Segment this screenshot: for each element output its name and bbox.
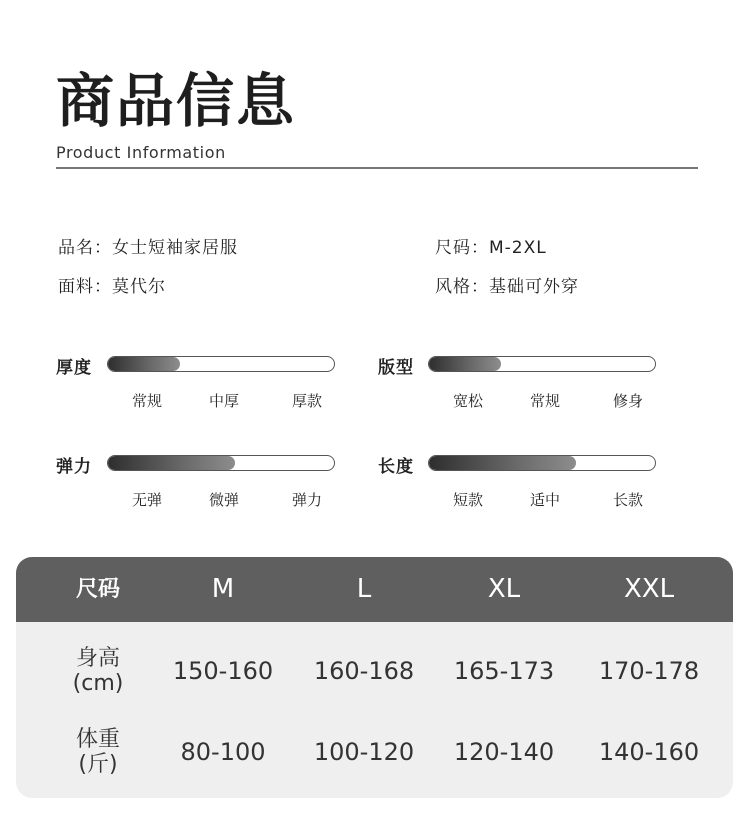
scale-tick: 无弹 — [131, 491, 163, 509]
table-cell: 170-178 — [598, 657, 700, 685]
scale-label-length: 长度 — [378, 457, 414, 477]
row-label-unit: (cm) — [72, 671, 124, 696]
info-product-name: 品名：女士短袖家居服 — [58, 238, 238, 258]
scale-tick: 常规 — [131, 392, 163, 410]
info-size: 尺码：M-2XL — [435, 238, 547, 258]
scale-bar-thickness — [107, 356, 335, 372]
table-cell: 140-160 — [598, 738, 700, 766]
header-cell-xxl: XXL — [623, 574, 675, 604]
row-label-line: 体重 — [75, 727, 121, 752]
scale-bar-fit — [428, 356, 656, 372]
table-cell: 160-168 — [313, 657, 415, 685]
scale-tick: 短款 — [452, 491, 484, 509]
scale-tick: 中厚 — [208, 392, 240, 410]
row-label-height — [73, 646, 124, 696]
row-label-weight — [76, 727, 120, 777]
page-title: 商品信息 — [56, 67, 297, 135]
size-table-header — [16, 557, 733, 622]
table-cell: 120-140 — [453, 738, 555, 766]
header-cell-l: L — [356, 574, 372, 604]
table-cell: 100-120 — [313, 738, 415, 766]
header-cell-size-label: 尺码 — [75, 577, 121, 602]
title-divider — [56, 167, 698, 169]
header-cell-m: M — [211, 574, 235, 604]
info-style: 风格：基础可外穿 — [435, 277, 579, 297]
scale-fill-thickness — [108, 357, 180, 371]
table-cell: 165-173 — [453, 657, 555, 685]
page-subtitle: Product Information — [56, 143, 226, 162]
scale-label-fit: 版型 — [378, 358, 414, 378]
scale-tick: 常规 — [529, 392, 561, 410]
scale-fill-elasticity — [108, 456, 235, 470]
scale-fill-length — [429, 456, 576, 470]
scale-tick: 厚款 — [291, 392, 323, 410]
row-label-unit: (斤) — [78, 752, 118, 777]
scale-tick: 长款 — [612, 491, 644, 509]
scale-tick: 修身 — [612, 392, 644, 410]
header-cell-xl: XL — [487, 574, 521, 604]
scale-bar-length — [428, 455, 656, 471]
table-cell: 150-160 — [172, 657, 274, 685]
scale-label-thickness: 厚度 — [56, 358, 92, 378]
scale-label-elasticity: 弹力 — [56, 457, 92, 477]
scale-tick: 适中 — [529, 491, 561, 509]
scale-tick: 弹力 — [291, 491, 323, 509]
size-table — [16, 557, 733, 798]
scale-tick: 宽松 — [452, 392, 484, 410]
info-fabric: 面料：莫代尔 — [58, 277, 166, 297]
scale-bar-elasticity — [107, 455, 335, 471]
scale-fill-fit — [429, 357, 501, 371]
row-label-line: 身高 — [75, 646, 121, 671]
scale-tick: 微弹 — [208, 491, 240, 509]
table-cell: 80-100 — [180, 738, 266, 766]
